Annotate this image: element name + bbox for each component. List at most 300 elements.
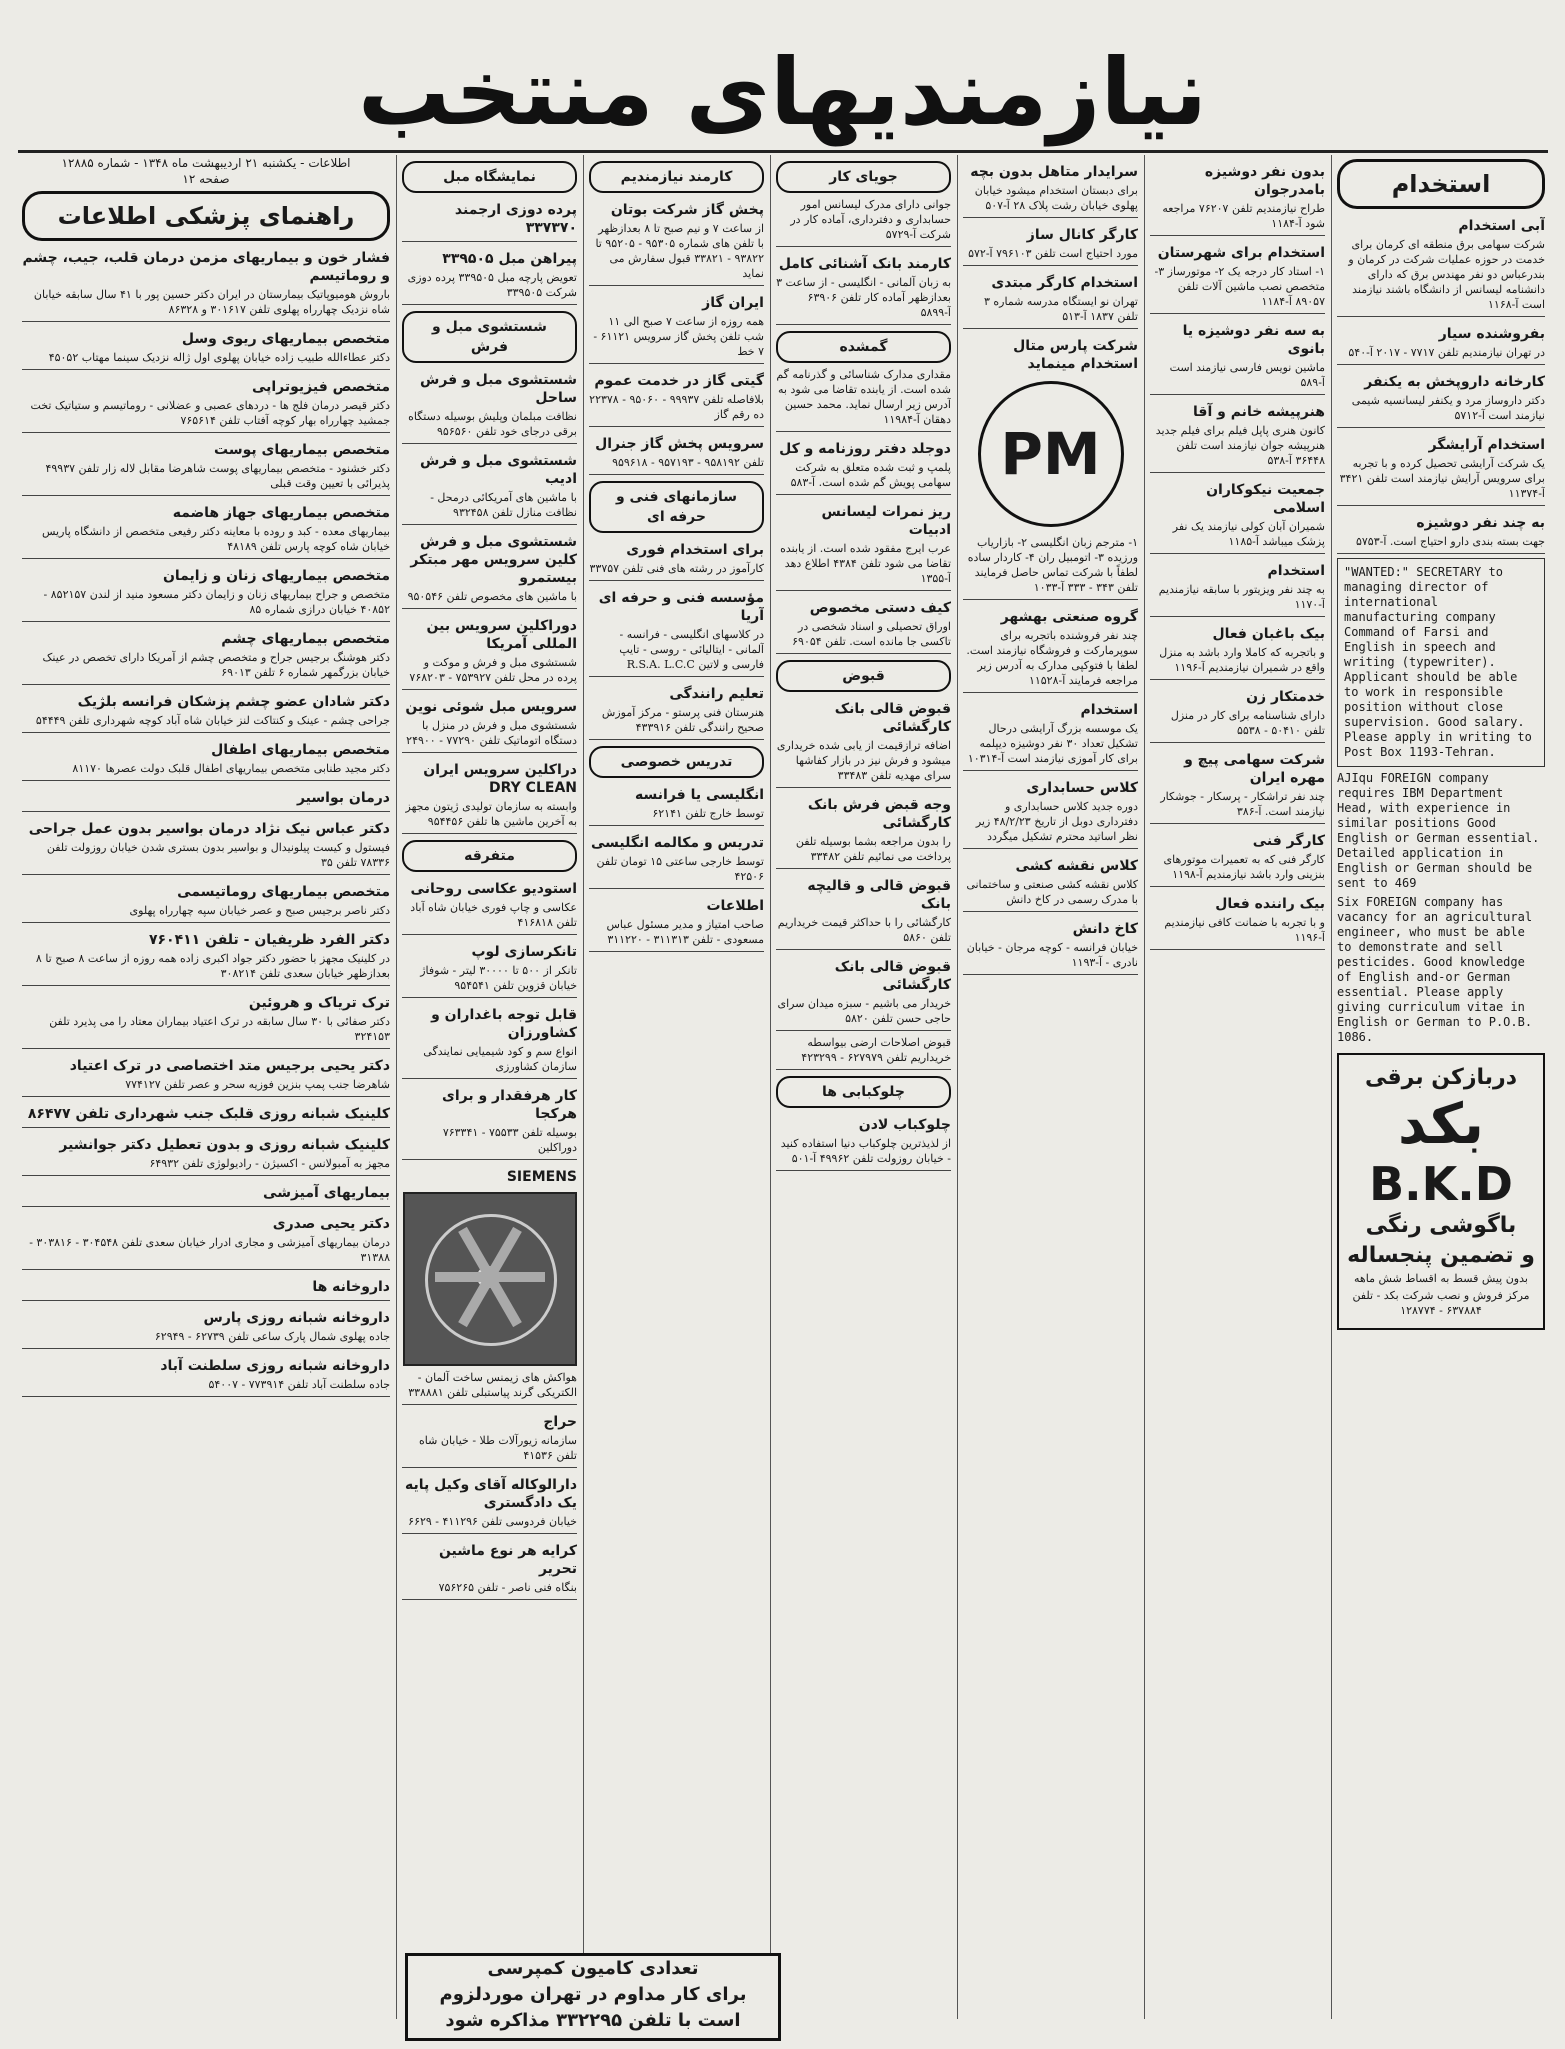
ad-body: ۱- مترجم زبان انگلیسی ۲- بازاریاب ورزیده ۳- اتومبیل ران ۴- کاردار ساده لطفاً با شرکت تماس حاصل فرمایند تلفن ۳۴۳ - ۳۳۳ آ-۱۰۳۳ bbox=[967, 536, 1138, 594]
listing-divider bbox=[22, 1206, 390, 1207]
employment-title: بفروشنده سیار bbox=[1438, 326, 1545, 342]
listing-title: کلینیک شبانه روزی و بدون تعطیل دکتر جوانشیر bbox=[59, 1137, 390, 1153]
ad-body: هنرستان فنی پرستو - مرکز آموزش صحیح رانندگی تلفن ۴۳۳۹۱۶ bbox=[601, 706, 764, 734]
ad-title: حراج bbox=[543, 1414, 577, 1430]
section-header: تدریس خصوصی bbox=[589, 746, 764, 778]
ad-body: نظافت مبلمان وپلیش بوسیله دستگاه برقی درجای خود تلفن ۹۵۶۵۶۰ bbox=[408, 410, 577, 438]
issue-line: اطلاعات - یکشنبه ۲۱ اردیبهشت ماه ۱۳۴۸ - شماره ۱۲۸۸۵ bbox=[61, 156, 351, 170]
ad-title: سرویس پخش گاز جنرال bbox=[595, 436, 764, 452]
bkd-line1: دربازکن برقی bbox=[1364, 1065, 1517, 1090]
ad-divider bbox=[1150, 823, 1325, 824]
column-furniture-misc bbox=[402, 155, 577, 2019]
column-gas-education bbox=[589, 155, 764, 2019]
ad-title: شرکت پارس متال استخدام مینماید bbox=[1013, 338, 1138, 372]
ad-title: تدریس و مکالمه انگلیسی bbox=[590, 835, 764, 851]
ad-title: قبوض قالی و قالیچه بانک bbox=[807, 878, 951, 912]
ad-title: تعلیم رانندگی bbox=[669, 686, 764, 702]
ad-title: ایران گاز bbox=[702, 295, 764, 311]
ad-body: توسط خارجی ساعتی ۱۵ تومان تلفن ۴۲۵۰۶ bbox=[596, 855, 764, 883]
listing-divider bbox=[22, 732, 390, 733]
listing-title: متخصص بیماریهای پوست bbox=[214, 442, 390, 458]
ad-divider bbox=[402, 997, 577, 998]
english-ad: "WANTED:" SECRETARY to managing director of international manufacturing company Command of Farsi and English in speech and writing (typewriter). Applicant should be able to work in responsible position without close supervision. Good salary. Please apply in writing to Post Box 1193-Tehran. bbox=[1337, 558, 1545, 767]
section-header: متفرقه bbox=[402, 840, 577, 872]
ad-divider bbox=[776, 431, 951, 432]
ad-divider bbox=[402, 934, 577, 935]
ad-title: شستشوی مبل و فرش ادیب bbox=[420, 453, 577, 487]
ad-title: پیراهن مبل ۳۳۹۵۰۵ bbox=[442, 251, 577, 267]
bkd-brand-en: B.K.D bbox=[1369, 1157, 1513, 1211]
ad-title: کرایه هر نوع ماشین تحریر bbox=[438, 1543, 577, 1577]
truck-ad-line3: است با تلفن ۳۳۲۲۹۵ مذاکره شود bbox=[445, 2010, 741, 2031]
employment-divider bbox=[1337, 316, 1545, 317]
employment-title: آبی استخدام bbox=[1458, 218, 1545, 234]
ad-body: را بدون مراجعه بشما بوسیله تلفن پرداخت می نمائیم تلفن ۳۳۴۸۲ bbox=[795, 835, 951, 863]
listing-title: ترک تریاک و هروئین bbox=[248, 995, 390, 1011]
ad-divider bbox=[402, 1078, 577, 1079]
ad-body: به چند نفر ویزیتور با سابقه نیازمندیم آ-۱۱۷۰ bbox=[1158, 583, 1325, 611]
listing-title: متخصص بیماریهای ریوی وسل bbox=[181, 331, 390, 347]
ad-body: وابسته به سازمان تولیدی ژیتون مجهز به آخرین ماشین ها تلفن ۹۵۴۴۵۶ bbox=[405, 800, 577, 828]
ad-body: تلفن ۹۵۸۱۹۲ - ۹۵۷۱۹۳ - ۹۵۹۶۱۸ bbox=[612, 456, 764, 469]
listing-body: جراحی چشم - عینک و کنتاکت لنز خیابان شاه آباد کوچه شهرداری تلفن ۵۴۴۴۹ bbox=[35, 714, 390, 727]
ad-divider bbox=[402, 1533, 577, 1534]
ad-divider bbox=[402, 1599, 577, 1600]
medical-listings bbox=[22, 249, 390, 1397]
ad-body: تانکر از ۵۰۰ تا ۳۰۰۰۰ لیتر - شوفاژ خیابان قزوین تلفن ۹۵۴۵۴۱ bbox=[420, 964, 577, 992]
ad-divider bbox=[402, 1467, 577, 1468]
listing-body: دکتر ناصر برجیس صبح و عصر خیابان سپه چهارراه پهلوی bbox=[129, 904, 390, 917]
listing-title: داروخانه شبانه روزی پارس bbox=[203, 1310, 390, 1326]
listing-body: متخصص و جراح بیماریهای زنان و زایمان دکتر مسعود منید از لندن ۸۵۲۱۵۷ - ۴۰۸۵۲ خیابان درازی شماره ۸۵ bbox=[43, 588, 390, 616]
ad-body: دوره جدید کلاس حسابداری و دفترداری دوبل از تاریخ ۴۸/۲/۲۳ زیر نظر اساتید محترم تشکیل میگردد bbox=[975, 800, 1138, 843]
listing-body: دکتر هوشنگ برجیس جراح و متخصص چشم از آمریکا دارای تخصص در عینک خیابان بزرگمهر شماره ۶ تلفن ۶۹۰۱۳ bbox=[42, 651, 390, 679]
listing-divider bbox=[22, 321, 390, 322]
ad-title: بیک باغبان فعال bbox=[1212, 626, 1325, 642]
ad-body: بنگاه فنی ناصر - تلفن ۷۵۶۲۶۵ bbox=[438, 1581, 577, 1594]
ad-divider bbox=[776, 590, 951, 591]
ad-title: دارالوکاله آقای وکیل پایه یک دادگستری bbox=[404, 1477, 577, 1511]
listing-divider bbox=[22, 922, 390, 923]
ad-body: یک موسسه بزرگ آرایشی درحال تشکیل تعداد ۳۰ نفر دوشیزه دیپلمه برای کار آموزی نیازمند است آ-۱۰۳۱۴ bbox=[967, 722, 1138, 765]
ad-body: ۱- استاد کار درجه یک ۲- موتورساز ۳- متخصص نصب ماشین آلات تلفن ۸۹۰۵۷ آ-۱۱۸۴ bbox=[1154, 265, 1325, 308]
column-divider bbox=[583, 155, 584, 2019]
employment-listings bbox=[1337, 217, 1545, 554]
listing-title: دکتر یحیی برجیس متد اختصاصی در ترک اعتیاد bbox=[69, 1058, 390, 1074]
ad-body: کانون هنری پاپل فیلم برای فیلم جدید هنرپیشه جوان نیازمند است تلفن ۳۶۴۴۸ آ-۵۳۸ bbox=[1155, 424, 1325, 467]
ad-title: کلاس نقشه کشی bbox=[1015, 858, 1138, 874]
ad-divider bbox=[1150, 679, 1325, 680]
ad-title: قابل توجه باغداران و کشاورزان bbox=[431, 1007, 577, 1041]
masthead-rule bbox=[18, 150, 1548, 153]
section-header: شستشوی مبل و فرش bbox=[402, 311, 577, 363]
listing-divider bbox=[22, 1127, 390, 1128]
ad-title: کارگر کانال ساز bbox=[1026, 227, 1138, 243]
listing-title: متخصص فیزیوتراپی bbox=[251, 379, 390, 395]
ad-body: و با تجربه با ضمانت کافی نیازمندیم آ-۱۱۹۶ bbox=[1164, 916, 1325, 944]
ad-body: با ماشین های مخصوص تلفن ۹۵۰۵۴۶ bbox=[407, 590, 577, 603]
ad-divider bbox=[589, 739, 764, 740]
pars-metal-logo: PM bbox=[978, 381, 1124, 527]
ad-divider bbox=[402, 241, 577, 242]
listing-divider bbox=[22, 369, 390, 370]
listing-title: متخصص بیماریهای جهاز هاضمه bbox=[172, 505, 390, 521]
ad-body: کارگر فنی که به تعمیرات موتورهای بنزینی وارد باشد نیازمندیم آ-۱۱۹۸ bbox=[1163, 853, 1325, 881]
listing-divider bbox=[22, 558, 390, 559]
ad-title: کیف دستی مخصوص bbox=[809, 600, 951, 616]
section-header: کارمند نیازمندیم bbox=[589, 161, 764, 193]
ad-title: به سه نفر دوشیزه یا بانوی bbox=[1182, 323, 1325, 357]
listing-body: بیماریهای معده - کبد و روده با معاینه دکتر رفیعی متخصص از دانشگاه پاریس خیابان شاه کوچه پارس تلفن ۴۸۱۸۹ bbox=[42, 525, 390, 553]
column-medical-guide bbox=[22, 155, 390, 2019]
ad-body: طراح نیازمندیم تلفن ۷۶۲۰۷ مراجعه شود آ-۱۱۸۴ bbox=[1162, 202, 1325, 230]
ad-divider bbox=[402, 1404, 577, 1405]
employment-title: به چند نفر دوشیزه bbox=[1416, 515, 1545, 531]
listing-divider bbox=[22, 1048, 390, 1049]
ad-title: دراکلین سرویس ایران DRY CLEAN bbox=[423, 762, 577, 796]
section-header: جویای کار bbox=[776, 161, 951, 193]
ad-title: بیک راننده فعال bbox=[1215, 896, 1325, 912]
listing-divider bbox=[22, 985, 390, 986]
ad-title: قبوض قالی بانک کارگشائی bbox=[834, 701, 951, 735]
listing-divider bbox=[22, 1396, 390, 1397]
listing-body: دکتر صفائی با ۳۰ سال سابقه در ترک اعتیاد بیماران معتاد را می پذیرد تلفن ۳۲۴۱۵۳ bbox=[49, 1015, 390, 1043]
employment-body: دکتر داروساز مرد و یکنفر لیسانسیه شیمی نیازمند است آ-۵۷۱۲ bbox=[1351, 394, 1545, 422]
ad-body: اضافه ترازقیمت از یابی شده خریداری میشود و فرش نیز در بازار کفاشها سرای مهدیه تلفن ۳۳۴۸۳ bbox=[776, 739, 951, 782]
employment-body: شرکت سهامی برق منطقه ای کرمان برای خدمت در حوزه عملیات شرکت در کرمان و بندرعباس دو نفر مهندس برق که دارای دانشنامه لیسانس از دانشگاه باشند نیازمند است آ-۱۱۶۸ bbox=[1348, 238, 1545, 311]
listing-divider bbox=[22, 1175, 390, 1176]
page-number: صفحه ۱۲ bbox=[182, 172, 230, 186]
ad-body: تعویض پارچه مبل ۳۳۹۵۰۵ پرده دوزی شرکت ۳۳۹۵۰۵ bbox=[407, 271, 577, 299]
ad-title: دوراکلین سرویس بین المللی آمریکا bbox=[426, 618, 577, 652]
listing-divider bbox=[22, 1300, 390, 1301]
ad-body: در کلاسهای انگلیسی - فرانسه - آلمانی - ایتالیائی - روسی - تایپ فارسی و لاتین R.S.A. L.C.C bbox=[619, 628, 764, 671]
ad-title: پخش گاز شرکت بوتان bbox=[610, 202, 764, 218]
bkd-doorbell-ad bbox=[1337, 1053, 1545, 1330]
ad-divider bbox=[1150, 949, 1325, 950]
ad-body: کلاس نقشه کشی صنعتی و ساختمانی با مدرک رسمی در کاخ دانش bbox=[966, 878, 1138, 906]
ad-title: قبوض قالی بانک کارگشائی bbox=[834, 959, 951, 993]
ad-divider bbox=[589, 951, 764, 952]
ad-title: گیتی گاز در خدمت عموم bbox=[594, 373, 764, 389]
bkd-brand-fa: بکد bbox=[1398, 1092, 1484, 1157]
ad-body: سازمانه زیورآلات طلا - خیابان شاه تلفن ۴۱۵۳۶ bbox=[419, 1434, 577, 1462]
section-header: چلوکبابی ها bbox=[776, 1076, 951, 1108]
ad-divider bbox=[402, 833, 577, 834]
section-header: نمایشگاه مبل bbox=[402, 161, 577, 193]
ad-body: بوسیله تلفن ۷۵۵۳۳ - ۷۶۳۳۴۱ دوراکلین bbox=[442, 1126, 577, 1154]
ad-body: شستشوی مبل و فرش و موکت و پرده در محل تلفن ۷۵۳۹۲۷ - ۷۶۸۲۰۳ bbox=[409, 656, 577, 684]
bkd-line6: مرکز فروش و نصب شرکت بکد - تلفن ۶۳۷۸۸۴ - ۱۲۸۷۷۴ bbox=[1352, 1289, 1530, 1317]
listing-title: داروخانه ها bbox=[312, 1279, 390, 1295]
column-divider bbox=[770, 155, 771, 2019]
ad-divider bbox=[776, 653, 951, 654]
ad-divider bbox=[963, 265, 1138, 266]
ad-title: بدون نفر دوشیزه بامدرجوان bbox=[1204, 164, 1325, 198]
ad-body: هواکش های زیمنس ساخت آلمان - الکتریکی گرند پیاستبلی تلفن ۳۳۸۸۸۱ bbox=[408, 1371, 577, 1399]
ad-divider bbox=[776, 324, 951, 325]
ad-title: استخدام bbox=[1267, 563, 1325, 579]
listing-title: دکتر یحیی صدری bbox=[272, 1216, 390, 1232]
ad-body: کارآموز در رشته های فنی تلفن ۳۳۷۵۷ bbox=[589, 562, 764, 575]
ad-title: جمعیت نیکوکاران اسلامی bbox=[1206, 482, 1325, 516]
listing-title: درمان بواسیر bbox=[296, 790, 390, 806]
ad-divider bbox=[776, 494, 951, 495]
ad-title: کارمند بانک آشنائی کامل bbox=[778, 256, 951, 272]
employment-divider bbox=[1337, 505, 1545, 506]
ad-title: استخدام bbox=[1080, 702, 1138, 718]
ad-title: کار هرفقدار و برای هرکجا bbox=[442, 1088, 577, 1122]
ad-title: پرده دوزی ارجمند ۳۳۷۳۷۰ bbox=[454, 202, 577, 236]
ad-divider bbox=[402, 752, 577, 753]
bkd-line5: بدون پیش قسط به اقساط شش ماهه bbox=[1354, 1272, 1528, 1285]
listing-title: دکتر الفرد ظریفیان - تلفن ۷۶۰۴۱۱ bbox=[148, 932, 390, 948]
ad-title: کارگر فنی bbox=[1252, 833, 1325, 849]
column-hiring-a bbox=[963, 155, 1138, 2019]
truck-ad-line1: تعدادی کامیون کمپرسی bbox=[487, 1958, 699, 1979]
listing-title: متخصص بیماریهای روماتیسمی bbox=[177, 884, 390, 900]
ad-body: خیابان فردوسی تلفن ۴۱۱۲۹۶ - ۶۶۲۹ bbox=[408, 1515, 577, 1528]
listing-title: داروخانه شبانه روزی سلطنت آباد bbox=[160, 1358, 390, 1374]
listing-divider bbox=[22, 621, 390, 622]
ad-title: سرویس مبل شوئی نوین bbox=[405, 699, 577, 715]
truck-ad bbox=[405, 1953, 781, 2041]
listing-title: متخصص بیماریهای چشم bbox=[221, 631, 390, 647]
listing-divider bbox=[22, 684, 390, 685]
ad-divider bbox=[1150, 553, 1325, 554]
ad-body: اوراق تحصیلی و اسناد شخصی در تاکسی جا مانده است. تلفن ۶۹۰۵۴ bbox=[792, 620, 951, 648]
listing-body: جاده پهلوی شمال پارک ساعی تلفن ۶۲۷۳۹ - ۶۲۹۴۹ bbox=[154, 1330, 390, 1343]
ad-title: کاخ دانش bbox=[1072, 921, 1138, 937]
listing-title: دکتر عباس نیک نژاد درمان بواسیر بدون عمل جراحی bbox=[28, 821, 390, 837]
ad-divider bbox=[776, 246, 951, 247]
ad-body: چند نفر تراشکار - پرسکار - جوشکار نیازمند است. آ-۳۸۶ bbox=[1160, 790, 1325, 818]
ad-divider bbox=[776, 949, 951, 950]
column-divider bbox=[396, 155, 397, 2019]
ad-body: پلمپ و ثبت شده متعلق به شرکت سهامی پویش گم شده است. آ-۵۸۳ bbox=[790, 461, 951, 489]
ad-divider bbox=[402, 524, 577, 525]
listing-divider bbox=[22, 1096, 390, 1097]
ad-divider bbox=[402, 443, 577, 444]
ad-body: تهران نو ایستگاه مدرسه شماره ۳ تلفن ۱۸۳۷ آ-۵۱۳ bbox=[983, 295, 1138, 323]
listing-divider bbox=[22, 1348, 390, 1349]
listing-body: فیستول و کیست پیلونیدال و بواسیر بدون بستری شدن خیابان روزولت تلفن ۷۸۳۳۶ تلفن ۳۵ bbox=[46, 841, 390, 869]
ad-divider bbox=[1150, 616, 1325, 617]
english-ads bbox=[1337, 558, 1545, 1045]
ad-title: وجه قبض فرش بانک کارگشائی bbox=[807, 797, 951, 831]
english-ad: AJIqu FOREIGN company requires IBM Department Head, with experience in similar positions Good English or German essential. Detailed application in English or German should be sent to 469 bbox=[1337, 771, 1540, 890]
employment-divider bbox=[1337, 364, 1545, 365]
employment-title: استخدام آرایشگر bbox=[1428, 437, 1545, 453]
ad-divider bbox=[589, 426, 764, 427]
ad-divider bbox=[1150, 235, 1325, 236]
ad-title: اطلاعات bbox=[706, 898, 764, 914]
employment-title: کارخانه داروپخش به یکنفر bbox=[1364, 374, 1545, 390]
ad-divider bbox=[589, 676, 764, 677]
ad-divider bbox=[963, 328, 1138, 329]
ad-title: ریز نمرات لیسانس ادبیات bbox=[821, 504, 951, 538]
medical-guide-banner: راهنمای پزشکی اطلاعات bbox=[22, 191, 390, 241]
column-divider bbox=[1331, 155, 1332, 2019]
ad-divider bbox=[589, 363, 764, 364]
employment-banner: استخدام bbox=[1337, 159, 1545, 209]
ad-divider bbox=[589, 580, 764, 581]
ad-body: با ماشین های آمریکائی درمحل - نظافت منازل تلفن ۹۳۲۴۵۸ bbox=[430, 491, 577, 519]
column-divider bbox=[957, 155, 958, 2019]
ad-divider bbox=[963, 848, 1138, 849]
ad-title: مؤسسه فنی و حرفه ای آریا bbox=[598, 590, 764, 624]
ad-title: انگلیسی یا فرانسه bbox=[635, 787, 764, 803]
truck-ad-line2: برای کار مداوم در تهران موردلزوم bbox=[439, 1984, 747, 2005]
ad-title: هنرپیشه خانم و آقا bbox=[1193, 404, 1325, 420]
section-header: گمشده bbox=[776, 331, 951, 363]
ad-body: خریدار می باشیم - سبزه میدان سرای حاجی حسن تلفن ۵۸۲۰ bbox=[777, 997, 951, 1025]
ad-body: و باتجربه که کاملا وارد باشد به منزل واقع در شمیران نیازمندیم آ-۱۱۹۶ bbox=[1159, 646, 1325, 674]
listing-body: دکتر خشنود - متخصص بیماریهای پوست شاهرضا مقابل لاله زار تلفن ۴۹۹۳۷ پذیرائی با تعیین وقت قبلی bbox=[45, 462, 390, 490]
listing-title: بیماریهای آمیزشی bbox=[263, 1185, 390, 1201]
ad-body: خیابان فرانسه - کوچه مرجان - خیابان نادری - آ-۱۱۹۳ bbox=[966, 941, 1138, 969]
ad-body: به زبان آلمانی - انگلیسی - از ساعت ۳ بعدازظهر آماده کار تلفن ۶۳۹۰۶ آ-۵۸۹۹ bbox=[776, 276, 951, 319]
ad-divider bbox=[963, 217, 1138, 218]
ad-title: استودیو عکاسی روحانی bbox=[410, 881, 577, 897]
ad-divider bbox=[963, 599, 1138, 600]
listing-body: دکتر عطاءالله طبیب زاده خیابان پهلوی اول ژاله نزدیک سینما مهتاب ۴۵۰۵۲ bbox=[48, 351, 390, 364]
listing-title: کلینیک شبانه روزی قلبک جنب شهرداری تلفن ۸۶۴۷۷ bbox=[27, 1106, 390, 1122]
ad-body: شمیران آبان کولی نیازمند یک نفر پزشک میباشد آ-۱۱۸۵ bbox=[1172, 520, 1325, 548]
ad-body: عکاسی و چاپ فوری خیابان شاه آباد تلفن ۴۱۶۸۱۸ bbox=[410, 901, 577, 929]
bkd-line4: و تضمین پنجساله bbox=[1347, 1243, 1535, 1268]
employment-divider bbox=[1337, 553, 1545, 554]
listing-title: دکتر شادان عضو چشم پزشکان فرانسه بلژیک bbox=[77, 694, 390, 710]
ad-body: انواع سم و کود شیمیایی نمایندگی سازمان کشاورزی bbox=[423, 1045, 577, 1073]
ad-body: ماشین نویس فارسی نیازمند است آ-۵۸۹ bbox=[1169, 361, 1325, 389]
ad-divider bbox=[963, 770, 1138, 771]
ad-title: کلاس حسابداری bbox=[1026, 780, 1138, 796]
ad-body: برای دبستان استخدام میشود خیابان پهلوی خیابان رشت پلاک ۲۸ آ-۵۰۷ bbox=[974, 184, 1138, 212]
ad-title: SIEMENS bbox=[506, 1169, 577, 1185]
listing-divider bbox=[22, 780, 390, 781]
gas-education-listings bbox=[589, 161, 764, 952]
ad-title: گروه صنعتی بهشهر bbox=[1000, 609, 1138, 625]
ad-divider bbox=[1150, 394, 1325, 395]
ad-title: دوجلد دفتر روزنامه و کل bbox=[779, 441, 951, 457]
masthead-title: نیازمندیهای منتخب bbox=[357, 39, 1208, 146]
job-seeker-listings bbox=[776, 161, 951, 1171]
ad-divider bbox=[402, 689, 577, 690]
ad-body: چند نفر فروشنده باتجربه برای سوپرمارکت و فروشگاه نیازمند است. لطفا با فتوکپی مدارک به آدرس زیر مراجعه فرمایند آ-۱۱۵۲۸ bbox=[966, 629, 1138, 687]
ad-divider bbox=[589, 888, 764, 889]
listing-body: باروش هومیوپاتیک بیمارستان در ایران دکتر حسین پور با ۴۱ سال سابقه خیابان شاه نزدیک چهارراه پهلوی تلفن ۳۰۱۶۱۷ و ۸۶۳۲۸ bbox=[33, 288, 390, 316]
ad-divider bbox=[776, 1030, 951, 1031]
ad-divider bbox=[776, 787, 951, 788]
ad-title: برای استخدام فوری bbox=[626, 542, 764, 558]
ad-title: چلوکباب لادن bbox=[858, 1117, 951, 1133]
column-employment-main bbox=[1337, 155, 1545, 2019]
employment-body: یک شرکت آرایشی تحصیل کرده و با تجربه برای سرویس آرایش نیازمند است تلفن ۳۴۲۱ آ-۱۱۳۷۴ bbox=[1339, 457, 1545, 500]
listing-body: مجهز به آمبولانس - اکسیژن - رادیولوژی تلفن ۶۴۹۳۲ bbox=[149, 1157, 390, 1170]
ad-divider bbox=[589, 474, 764, 475]
ad-body: مورد احتیاج است تلفن ۷۹۶۱۰۳ آ-۵۷۲ bbox=[968, 247, 1138, 260]
listing-title: متخصص بیماریهای زنان و زایمان bbox=[162, 568, 390, 584]
listing-divider bbox=[22, 432, 390, 433]
ad-divider bbox=[402, 1159, 577, 1160]
ad-divider bbox=[589, 285, 764, 286]
hiring-listings-b bbox=[1150, 163, 1325, 950]
ad-title: تانکرسازی لوپ bbox=[471, 944, 577, 960]
listing-body: شاهرضا جنب پمپ بنزین فوزیه سحر و عصر تلفن ۷۷۴۱۲۷ bbox=[125, 1078, 390, 1091]
column-hiring-b bbox=[1150, 155, 1325, 2019]
listing-divider bbox=[22, 1269, 390, 1270]
ad-title: خدمتکار زن bbox=[1246, 689, 1325, 705]
column-divider bbox=[1144, 155, 1145, 2019]
ad-body: شستشوی مبل و فرش در منزل با دستگاه اتوماتیک تلفن ۷۷۲۹۰ - ۲۴۹۰۰ bbox=[406, 719, 577, 747]
listing-body: دکتر مجید طنابی متخصص بیماریهای اطفال قلبک دولت عصرها ۸۱۱۷۰ bbox=[72, 762, 390, 775]
ad-divider bbox=[963, 911, 1138, 912]
bkd-line3: باگوشی رنگی bbox=[1365, 1213, 1517, 1238]
ad-divider bbox=[776, 868, 951, 869]
ad-body: دارای شناسنامه برای کار در منزل تلفن ۵۰۴۱۰ - ۵۵۳۸ bbox=[1170, 709, 1325, 737]
employment-body: جهت بسته بندی دارو احتیاج است. آ-۵۷۵۳ bbox=[1355, 535, 1545, 548]
column-job-seekers bbox=[776, 155, 951, 2019]
ad-body: مقداری مدارک شناسائی و گذرنامه گم شده است. از یابنده تقاضا می شود به آدرس زیر ارسال نماید. محمد حسین دهقان آ-۱۱۹۸۴ bbox=[776, 368, 951, 426]
listing-body: درمان بیماریهای آمیزشی و مجاری ادرار خیابان سعدی تلفن ۳۰۴۵۴۸ - ۳۰۳۸۱۶ - ۳۱۳۸۸ bbox=[29, 1236, 390, 1264]
ad-title: شستشوی مبل و فرش ساحل bbox=[420, 372, 577, 406]
ad-title: شرکت سهامی پیچ و مهره ایران bbox=[1184, 752, 1325, 786]
section-header: سازمانهای فنی و حرفه ای bbox=[589, 481, 764, 533]
ad-divider bbox=[1150, 472, 1325, 473]
ad-divider bbox=[589, 825, 764, 826]
ad-divider bbox=[776, 1069, 951, 1070]
ad-body: کارگشائی را با حداکثر قیمت خریداریم تلفن ۵۸۶۰ bbox=[777, 916, 951, 944]
ad-body: همه روزه از ساعت ۷ صبح الی ۱۱ شب تلفن پخش گاز سرویس ۶۱۱۲۱ - ۷ خط bbox=[593, 315, 764, 358]
listing-divider bbox=[22, 811, 390, 812]
ad-body: جوانی دارای مدرک لیسانس امور حسابداری و دفترداری، آماده کار در شرکت آ-۵۷۲۹ bbox=[790, 198, 951, 241]
ad-body: از ساعت ۷ و نیم صبح تا ۸ بعدازظهر با تلفن های شماره ۹۵۳۰۵ - ۹۵۲۰۵ تا ۹۳۸۲۲ - ۳۳۸۲۱ قبول سفارش می نماید bbox=[595, 222, 764, 280]
ad-divider bbox=[776, 1170, 951, 1171]
listing-divider bbox=[22, 874, 390, 875]
ad-divider bbox=[1150, 742, 1325, 743]
employment-body: در تهران نیازمندیم تلفن ۷۷۱۷ - ۲۰۱۷ آ-۵۴۰ bbox=[1348, 346, 1545, 359]
employment-divider bbox=[1337, 427, 1545, 428]
ad-body: بلافاصله تلفن ۹۹۹۳۷ - ۹۵۰۶۰ - ۲۲۳۷۸ ده رقم گاز bbox=[589, 393, 764, 421]
ad-body: از لذیذترین چلوکباب دنیا استفاده کنید - خیابان روزولت تلفن ۴۹۹۶۲ آ-۵۰۱ bbox=[780, 1137, 951, 1165]
ad-divider bbox=[1150, 313, 1325, 314]
english-ad: Six FOREIGN company has vacancy for an agricultural engineer, who must be able to demonstrate and sell pesticides. Good knowledge of English and-or German essential. Please apply giving curriculum vitae in English or German to P.O.B. 1086. bbox=[1337, 895, 1533, 1044]
ad-divider bbox=[402, 304, 577, 305]
ad-body: صاحب امتیاز و مدیر مسئول عباس مسعودی - تلفن ۳۱۱۳۱۳ - ۳۱۱۲۲۰ bbox=[606, 918, 764, 946]
ad-divider bbox=[963, 974, 1138, 975]
ad-title: استخدام برای شهرستان bbox=[1157, 245, 1325, 261]
siemens-fan-image bbox=[403, 1192, 577, 1366]
ad-title: استخدام کارگر مبتدی bbox=[991, 275, 1138, 291]
ad-body: توسط خارج تلفن ۶۲۱۴۱ bbox=[652, 807, 764, 820]
listing-body: جاده سلطنت آباد تلفن ۷۷۳۹۱۴ - ۵۴۰۰۷ bbox=[208, 1378, 390, 1391]
listing-body: دکتر قیصر درمان فلج ها - دردهای عصبی و عضلانی - روماتیسم و ستیاتیک تخت جمشید چهارراه بهار کوچه آفتاب تلفن ۷۶۵۶۱۴ bbox=[30, 399, 390, 427]
ad-body: قبوض اصلاحات ارضی بیواسطه خریداریم تلفن ۶۲۷۹۷۹ - ۴۲۳۲۹۹ bbox=[801, 1036, 951, 1064]
listing-title: فشار خون و بیماریهای مزمن درمان قلب، جیب، چشم و روماتیسم bbox=[22, 250, 390, 284]
ad-title: شستشوی مبل و فرش کلین سرویس مهر مبتکر بیستمرو bbox=[410, 534, 577, 586]
hiring-listings-a bbox=[963, 163, 1138, 975]
listing-body: در کلینیک مجهز با حضور دکتر جواد اکبری زاده همه روزه از ساعت ۸ صبح تا ۸ بعدازظهر خیابان سعدی تلفن ۳۰۸۲۱۴ bbox=[35, 952, 390, 980]
listing-title: متخصص بیماریهای اطفال bbox=[211, 742, 390, 758]
ad-title: سرایدار متاهل بدون بچه bbox=[970, 164, 1138, 180]
ad-divider bbox=[402, 608, 577, 609]
ad-divider bbox=[1150, 886, 1325, 887]
furniture-listings bbox=[402, 161, 577, 1600]
listing-divider bbox=[22, 495, 390, 496]
ad-divider bbox=[963, 692, 1138, 693]
ad-body: عرب ایرج مفقود شده است. از یابنده تقاضا می شود تلفن ۴۳۸۴ اطلاع دهد آ-۱۳۵۵ bbox=[780, 542, 951, 585]
